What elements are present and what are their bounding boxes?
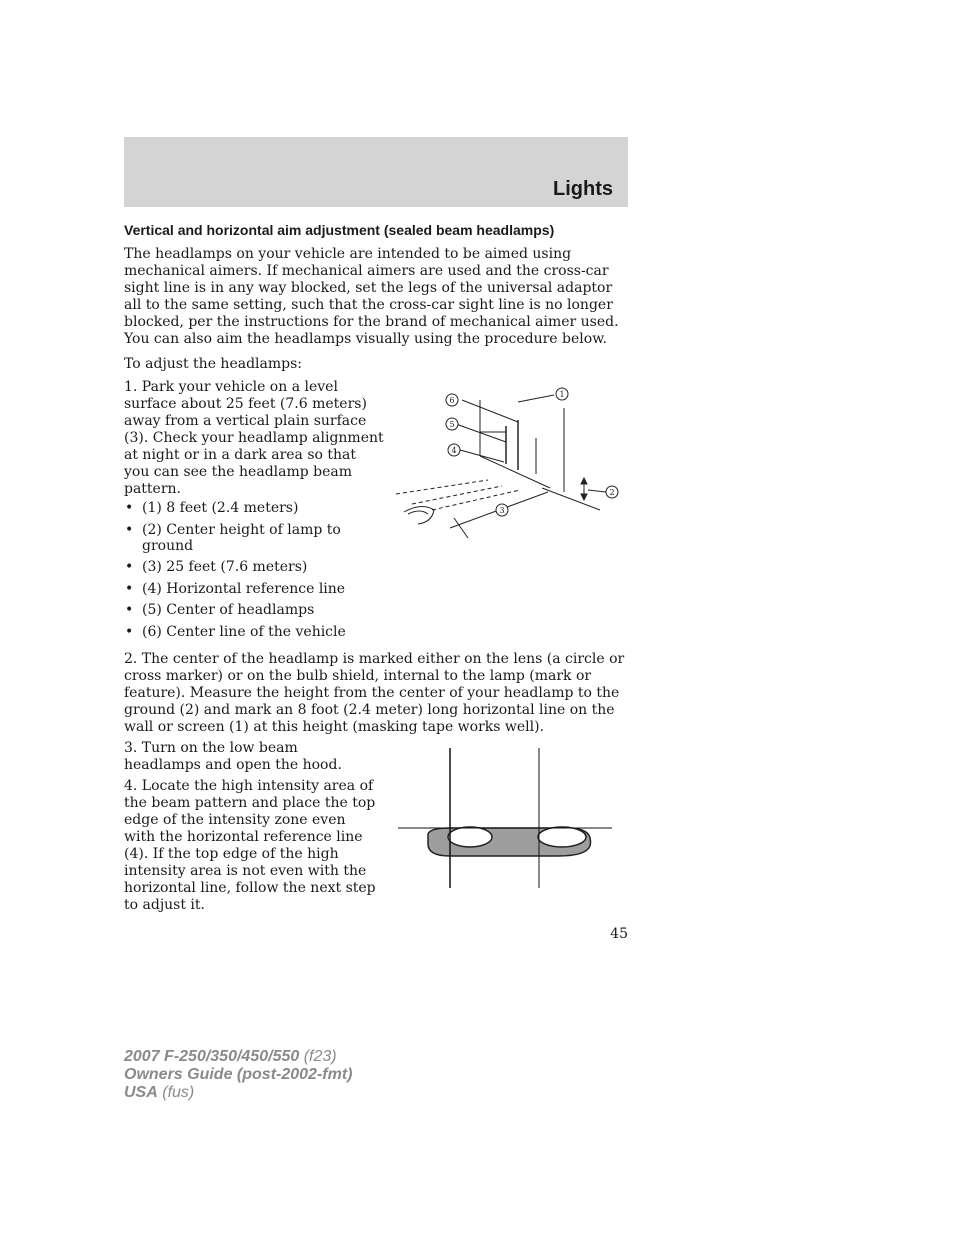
bullet-glyph: • bbox=[125, 580, 134, 597]
list-item bbox=[124, 522, 384, 554]
step-1-paragraph: 1. Park your vehicle on a level surface about 25 feet (7.6 meters) away from a vertical plain surface (3). Check your headlamp alignment at night or in a dark area so that you can see the headlamp beam pattern. bbox=[124, 379, 384, 497]
list-item-text: (3) 25 feet (7.6 meters) bbox=[142, 559, 308, 575]
header-band bbox=[124, 137, 628, 207]
page-number: 45 bbox=[610, 926, 628, 942]
footer-line-3 bbox=[124, 1084, 352, 1102]
callout-5: 5 bbox=[449, 420, 455, 429]
callout-4: 4 bbox=[451, 446, 457, 455]
callout-2: 2 bbox=[609, 488, 615, 497]
to-adjust-paragraph: To adjust the headlamps: bbox=[124, 356, 303, 372]
step-2-paragraph: 2. The center of the headlamp is marked either on the lens (a circle or cross marker) or on the bulb shield, internal to the lamp (mark or feature). Measure the height from the center of your headlamp to the ground (2) and mark an 8 foot (2.4 meter) long horizontal line on the wall or screen (1) at this height (masking tape works well). bbox=[124, 651, 625, 735]
footer-model-code: (f23) bbox=[303, 1048, 337, 1065]
footer-model: 2007 F-250/350/450/550 bbox=[124, 1048, 300, 1065]
legend-list bbox=[124, 500, 384, 645]
footer-region-code: (fus) bbox=[162, 1084, 195, 1101]
list-item bbox=[124, 624, 384, 640]
callout-6: 6 bbox=[449, 396, 455, 405]
step-4-paragraph: 4. Locate the high intensity area of the beam pattern and place the top edge of the intensity zone even with the horizontal reference line (4). If the top edge of the high intensity area is not even with the horizontal line, follow the next step to adjust it. bbox=[124, 778, 376, 913]
bullet-glyph: • bbox=[125, 623, 134, 640]
headlamp-aim-diagram bbox=[392, 382, 628, 540]
callout-1: 1 bbox=[559, 390, 565, 399]
intro-paragraph: The headlamps on your vehicle are intended to be aimed using mechanical aimers. If mechanical aimers are used and the cross-car sight line is in any way blocked, set the legs of the universal adaptor all to the same setting, such that the cross-car sight line is no longer blocked, per the instructions for the brand of mechanical aimer used. You can also aim the headlamps visually using the procedure below. bbox=[124, 246, 619, 347]
bullet-glyph: • bbox=[125, 521, 134, 538]
beam-pattern-diagram bbox=[398, 748, 612, 890]
bullet-glyph: • bbox=[125, 559, 134, 575]
bullet-glyph: • bbox=[125, 500, 134, 516]
step-3-paragraph: 3. Turn on the low beam headlamps and open the hood. bbox=[124, 740, 342, 773]
list-item-text: (4) Horizontal reference line bbox=[142, 580, 346, 597]
footer-line-2 bbox=[124, 1066, 352, 1084]
footer bbox=[124, 1048, 352, 1102]
list-item-text: (1) 8 feet (2.4 meters) bbox=[142, 500, 299, 516]
section-heading: Vertical and horizontal aim adjustment (sealed beam headlamps) bbox=[124, 222, 555, 238]
footer-line-1 bbox=[124, 1048, 352, 1066]
footer-region: USA bbox=[124, 1084, 158, 1101]
list-item bbox=[124, 581, 384, 597]
list-item-text: (5) Center of headlamps bbox=[142, 602, 315, 618]
list-item bbox=[124, 559, 384, 575]
callout-3: 3 bbox=[499, 506, 505, 515]
list-item-text: (6) Center line of the vehicle bbox=[142, 623, 346, 640]
bullet-glyph: • bbox=[125, 602, 134, 618]
list-item bbox=[124, 500, 384, 516]
list-item bbox=[124, 602, 384, 618]
list-item-text: (2) Center height of lamp to ground bbox=[142, 521, 341, 554]
page-title: Lights bbox=[553, 178, 613, 200]
footer-guide: Owners Guide (post-2002-fmt) bbox=[124, 1066, 353, 1083]
